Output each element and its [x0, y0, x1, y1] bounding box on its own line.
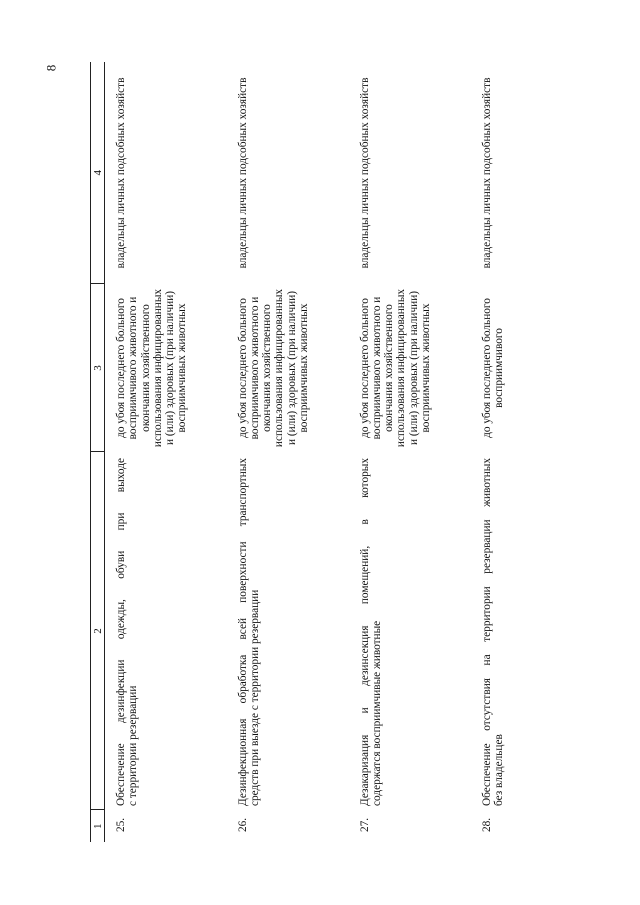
row-number: 26. [236, 817, 249, 832]
header-col-1: 1 [91, 810, 105, 842]
row-number: 28. [480, 817, 493, 832]
description-line: Дезакаризация и дезинсекция помещений, в которых [358, 458, 371, 806]
page-number: 8 [43, 64, 59, 72]
header-col-2: 2 [91, 452, 105, 810]
measure-description [227, 452, 349, 810]
description-line: средств при выезде с территории резервации [248, 589, 261, 806]
responsible-party: владельцы личных подсобных хозяйств [236, 77, 249, 269]
measure-term: до убоя последнего больного восприимчивого животного и окончания хозяйственного использования инфицированных и (или) здоровых (при наличии) восприимчивых животных [236, 288, 310, 448]
measures-table [90, 62, 583, 842]
measure-term: до убоя последнего больного восприимчивого [480, 298, 505, 438]
header-col-4: 4 [91, 62, 105, 284]
measure-term: до убоя последнего больного восприимчивого животного и окончания хозяйственного использования инфицированных и (или) здоровых (при наличии) восприимчивых животных [358, 288, 432, 448]
description-line: Обеспечение отсутствия на территории резервации животных [480, 458, 493, 806]
header-col-3: 3 [91, 284, 105, 452]
table-row [227, 62, 349, 842]
table-row [471, 62, 583, 842]
measure-term: до убоя последнего больного восприимчивого животного и окончания хозяйственного использования инфицированных и (или) здоровых (при наличии) восприимчивых животных [115, 288, 189, 448]
row-number: 25. [115, 817, 127, 832]
description-line: содержатся восприимчивые животные [370, 620, 383, 806]
responsible-party: владельцы личных подсобных хозяйств [480, 77, 493, 269]
description-line: без владельцев [492, 734, 505, 806]
description-line: Обеспечение дезинфекции одежды, обуви при выходе [115, 458, 127, 806]
rotated-table-container [90, 62, 580, 842]
measure-description [349, 452, 471, 810]
responsible-party: владельцы личных подсобных хозяйств [115, 77, 127, 269]
responsible-party: владельцы личных подсобных хозяйств [358, 77, 371, 269]
row-number: 27. [358, 817, 371, 832]
table-row [105, 62, 227, 842]
header-row [91, 62, 105, 842]
table-row [349, 62, 471, 842]
description-line: с территории резервации [127, 685, 140, 806]
measure-description [471, 452, 583, 810]
description-line: Дезинфекционная обработка всей поверхности транспортных [236, 458, 249, 806]
measure-description [105, 452, 227, 810]
